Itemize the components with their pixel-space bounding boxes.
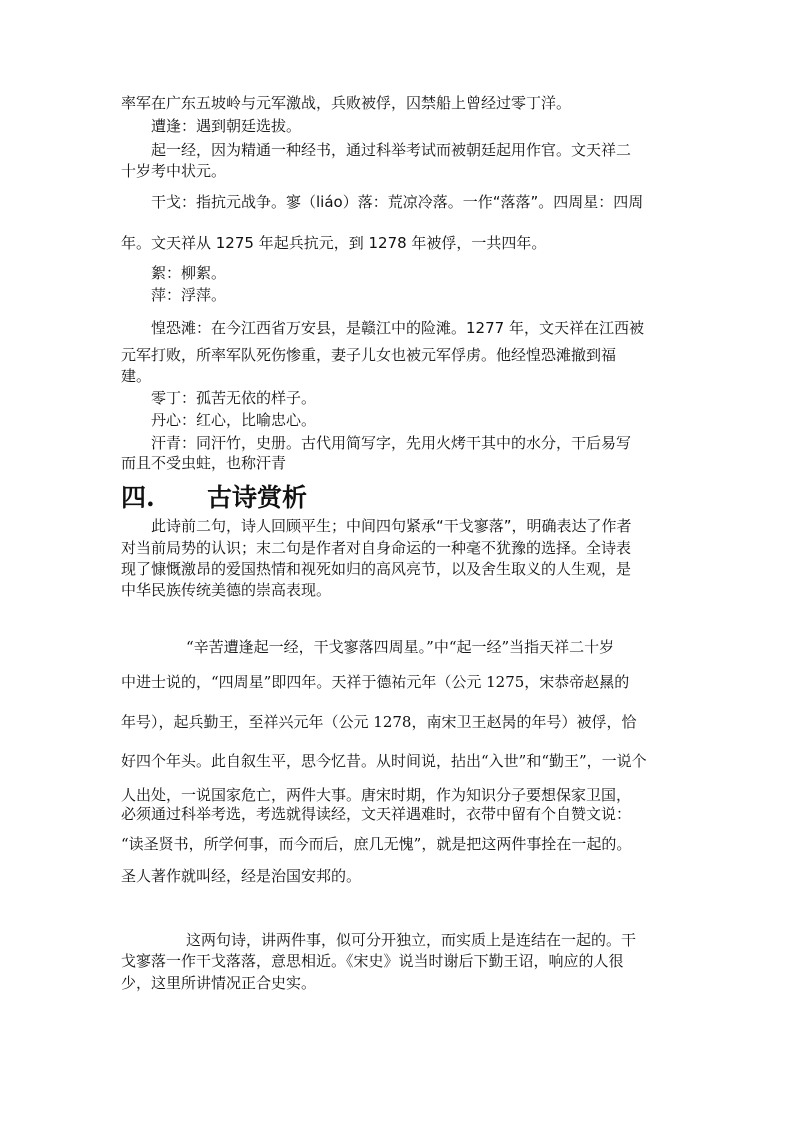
- section-number: 四.: [121, 483, 155, 512]
- note-huangkong-cont: 元军打败，所率军队死伤惨重，妻子儿女也被元军俘虏。他经惶恐滩撤到福: [121, 346, 617, 364]
- paragraph-line: 必须通过科举考选，考选就得读经，文天祥遇难时，衣带中留有个自赞文说：: [121, 805, 632, 823]
- note-lingding: 零丁：孤苦无依的样子。: [151, 389, 317, 407]
- paragraph-line: 人出处，一说国家危亡，两件大事。唐宋时期，作为知识分子要想保家卫国，: [121, 786, 632, 804]
- section-heading: [121, 478, 307, 514]
- note-huangkong: 惶恐滩：在今江西省万安县，是赣江中的险滩。1277 年，文天祥在江西被: [151, 319, 644, 337]
- note-huangkong-end: 建。: [121, 367, 152, 385]
- paragraph-line: 戈寥落一作干戈落落，意思相近。《宋史》说当时谢后下勤王诏，响应的人很: [121, 952, 624, 970]
- paragraph-line: 中进士说的，“四周星”即四年。天祥于德祐元年（公元 1275，宋恭帝赵㬎的: [121, 673, 630, 691]
- section-title: 古诗赏析: [207, 483, 308, 512]
- note-hanqing-cont: 而且不受虫蛀，也称汗青: [121, 454, 287, 472]
- note-zaofeng: 遭逢：遇到朝廷选拔。: [151, 117, 302, 135]
- note-xu: 絮：柳絮。: [151, 264, 227, 282]
- paragraph-line: “辛苦遭逢起一经，干戈寥落四周星。”中“起一经”当指天祥二十岁: [186, 638, 615, 656]
- paragraph-line: 现了慷慨激昂的爱国热情和视死如归的高风亮节，以及舍生取义的人生观，是: [121, 560, 632, 578]
- note-ping: 萍：浮萍。: [151, 286, 227, 304]
- paragraph-line: 此诗前二句，诗人回顾平生；中间四句紧承“干戈寥落”，明确表达了作者: [151, 517, 632, 535]
- paragraph-line: 少，这里所讲情况正合史实。: [121, 974, 317, 992]
- paragraph-line: 圣人著作就叫经，经是治国安邦的。: [121, 867, 362, 885]
- note-line: 率军在广东五坡岭与元军激战，兵败被俘，囚禁船上曾经过零丁洋。: [121, 94, 572, 112]
- paragraph-line: 对当前局势的认识；末二句是作者对自身命运的一种毫不犹豫的选择。全诗表: [121, 539, 632, 557]
- note-hanqing: 汗青：同汗竹，史册。古代用简写字，先用火烤干其中的水分，干后易写: [151, 434, 632, 452]
- note-danxin: 丹心：红心，比喻忠心。: [151, 411, 317, 429]
- note-gange: 干戈：指抗元战争。寥（liáo）落：荒凉冷落。一作“落落”。四周星：四周: [151, 193, 644, 211]
- paragraph-line: 好四个年头。此自叙生平，思今忆昔。从时间说，拈出“入世”和“勤王”，一说个: [121, 752, 647, 770]
- paragraph-line: 这两句诗，讲两件事，似可分开独立，而实质上是连结在一起的。干: [186, 931, 637, 949]
- note-qiyijing: 起一经，因为精通一种经书，通过科举考试而被朝廷起用作官。文天祥二: [151, 141, 632, 159]
- note-qiyijing-cont: 十岁考中状元。: [121, 162, 227, 180]
- paragraph-line: “读圣贤书，所学何事，而今而后，庶几无愧”，就是把这两件事拴在一起的。: [121, 835, 632, 853]
- paragraph-line: 年号），起兵勤王，至祥兴元年（公元 1278，南宋卫王赵昺的年号）被俘，恰: [121, 713, 637, 731]
- note-gange-cont: 年。文天祥从 1275 年起兵抗元，到 1278 年被俘，一共四年。: [121, 234, 547, 252]
- paragraph-line: 中华民族传统美德的崇高表现。: [121, 581, 332, 599]
